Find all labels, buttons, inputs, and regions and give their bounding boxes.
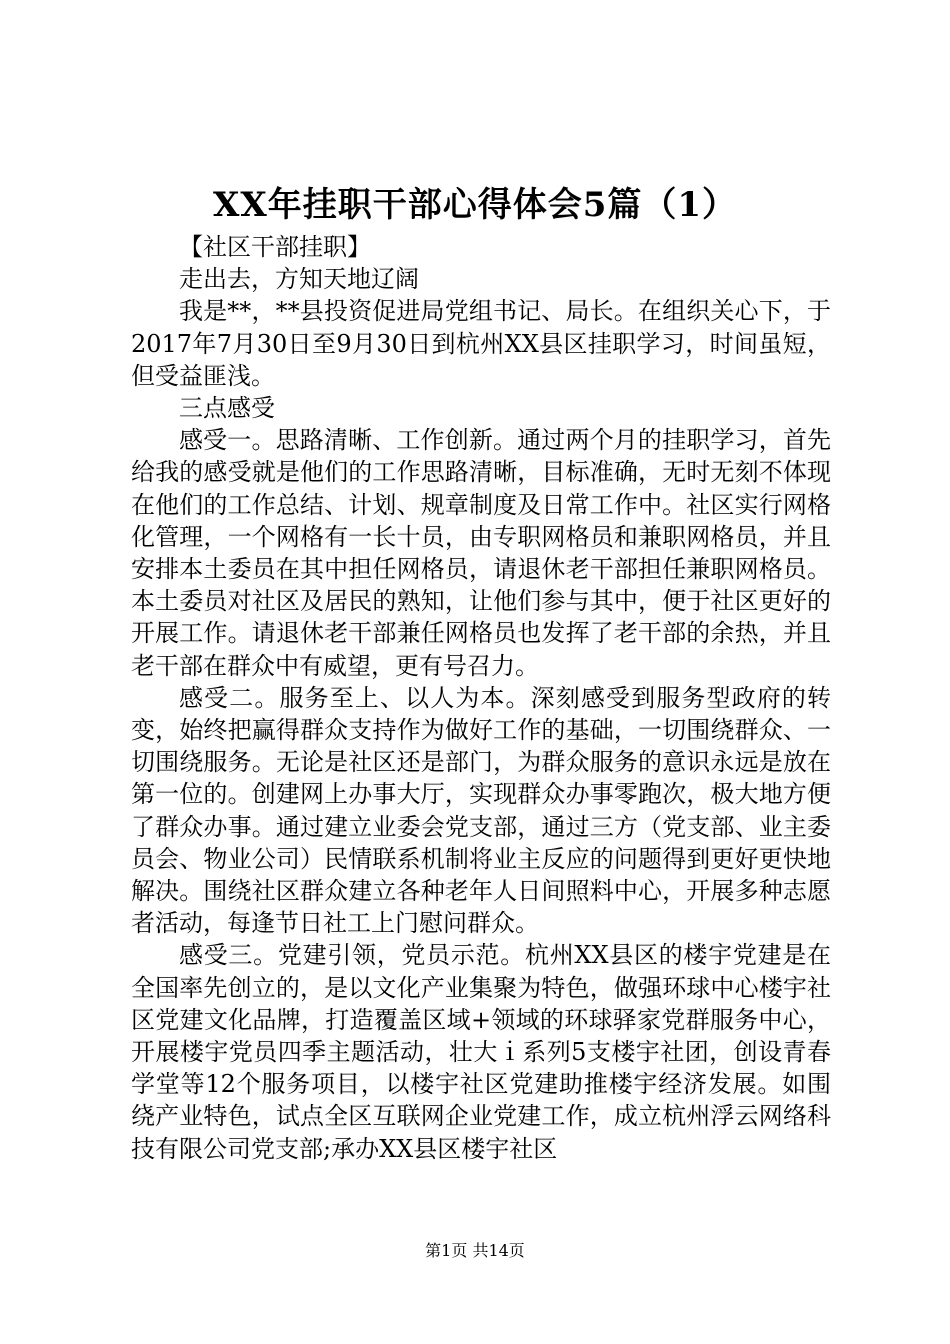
document-title: XX年挂职干部心得体会5篇（1） — [212, 185, 738, 225]
document-body — [131, 231, 831, 1165]
impression-two-paragraph: 感受二。服务至上、以人为本。深刻感受到服务型政府的转变，始终把赢得群众支持作为做好工作的基础，一切围绕群众、一切围绕服务。无论是社区还是部门，为群众服务的意识永远是放在第一位的。创建网上办事大厅，实现群众办事零跑次，极大地方便了群众办事。通过建立业委会党支部，通过三方（党支部、业主委员会、物业公司）民情联系机制将业主反应的问题得到更好更快地解决。围绕社区群众建立各种老年人日间照料中心，开展多种志愿者活动，每逢节日社工上门慰问群众。 — [131, 683, 831, 938]
impression-one-paragraph: 感受一。思路清晰、工作创新。通过两个月的挂职学习，首先给我的感受就是他们的工作思路清晰，目标准确，无时无刻不体现在他们的工作总结、计划、规章制度及日常工作中。社区实行网格化管理，一个网格有一长十员，由专职网格员和兼职网格员，并且安排本土委员在其中担任网格员，请退休老干部担任兼职网格员。本土委员对社区及居民的熟知，让他们参与其中，便于社区更好的开展工作。请退休老干部兼任网格员也发挥了老干部的余热，并且老干部在群众中有威望，更有号召力。 — [131, 426, 831, 680]
intro-paragraph: 我是**，**县投资促进局党组书记、局长。在组织关心下，于2017年7月30日至9月30日到杭州XX县区挂职学习，时间虽短，但受益匪浅。 — [131, 297, 831, 390]
article-subtitle: 走出去，方知天地辽阔 — [179, 265, 419, 294]
page-number-footer: 第1页 共14页 — [425, 1241, 525, 1260]
section-heading-community-cadre: 【社区干部挂职】 — [179, 233, 371, 261]
three-impressions-heading: 三点感受 — [179, 394, 275, 423]
impression-three-paragraph: 感受三。党建引领，党员示范。杭州XX县区的楼宇党建是在全国率先创立的，是以文化产业集聚为特色，做强环球中心楼宇社区党建文化品牌，打造覆盖区域+领域的环球驿家党群服务中心，开展楼宇党员四季主题活动，壮大ｉ系列5支楼宇社团，创设青春学堂等12个服务项目，以楼宇社区党建助推楼宇经济发展。如围绕产业特色，试点全区互联网企业党建工作，成立杭州浮云网络科技有限公司党支部;承办XX县区楼宇社区 — [131, 941, 831, 1163]
